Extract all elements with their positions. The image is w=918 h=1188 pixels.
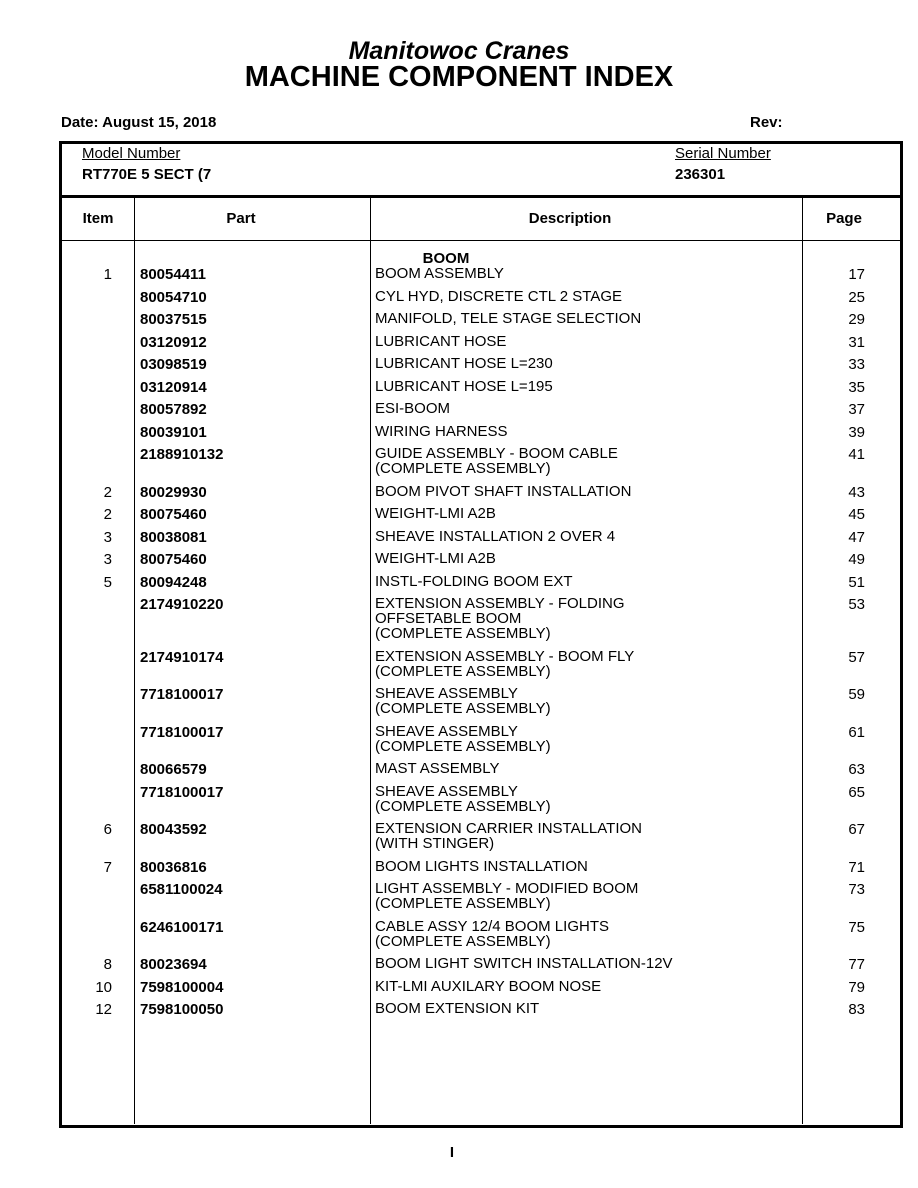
table-row [62, 506, 900, 526]
column-header-description: Description [528, 210, 612, 227]
table-row [62, 424, 900, 444]
row-description-line: SHEAVE ASSEMBLY [375, 722, 518, 740]
row-part-number: 7718100017 [140, 686, 224, 703]
row-description-line: CYL HYD, DISCRETE CTL 2 STAGE [375, 287, 622, 305]
row-item-number: 2 [103, 483, 112, 501]
row-description-line: EXTENSION CARRIER INSTALLATION [375, 820, 642, 837]
row-description [375, 881, 795, 911]
row-description-line: LIGHT ASSEMBLY - MODIFIED BOOM [375, 880, 639, 897]
table-row [62, 311, 900, 331]
row-description [375, 761, 795, 776]
table-row [62, 859, 900, 879]
row-description-line: SHEAVE ASSEMBLY [375, 782, 518, 800]
row-part-number: 80039101 [140, 423, 207, 441]
row-part-number: 7718100017 [140, 783, 224, 801]
table-row [62, 266, 900, 286]
row-item-number: 2 [103, 506, 112, 523]
row-description [375, 859, 795, 874]
row-description-line: INSTL-FOLDING BOOM EXT [375, 572, 573, 590]
row-item-number: 3 [103, 528, 112, 546]
row-description [375, 821, 795, 851]
row-page-number: 49 [848, 551, 865, 568]
row-page-number: 41 [848, 446, 865, 463]
row-description [375, 919, 795, 949]
serial-number-value: 236301 [675, 166, 726, 183]
row-page-number: 31 [848, 333, 865, 351]
table-row [62, 445, 900, 477]
table-row [62, 685, 900, 717]
row-page-number: 71 [848, 858, 865, 876]
row-description-line: (COMPLETE ASSEMBLY) [375, 662, 551, 680]
table-row [62, 334, 900, 354]
row-description [375, 379, 795, 394]
row-description [375, 724, 795, 754]
row-description [375, 401, 795, 416]
row-part-number: 80038081 [140, 528, 207, 546]
table-row [62, 979, 900, 999]
row-description-line: LUBRICANT HOSE L=195 [375, 377, 553, 395]
serial-number-label: Serial Number [675, 145, 771, 162]
row-item-number: 12 [95, 1001, 112, 1018]
row-description-line: (COMPLETE ASSEMBLY) [375, 895, 551, 912]
row-part-number: 7718100017 [140, 723, 224, 741]
row-page-number: 43 [848, 483, 865, 501]
row-description-line: WEIGHT-LMI A2B [375, 550, 496, 567]
row-page-number: 35 [848, 378, 865, 396]
table-row [62, 379, 900, 399]
row-description [375, 484, 795, 499]
row-description-line: ESI-BOOM [375, 400, 451, 417]
row-item-number: 1 [103, 266, 112, 283]
row-page-number: 17 [848, 266, 865, 283]
row-part-number: 80075460 [140, 506, 207, 523]
row-description-line: MAST ASSEMBLY [375, 760, 500, 777]
row-page-number: 65 [848, 783, 865, 801]
row-description-line: BOOM PIVOT SHAFT INSTALLATION [375, 482, 632, 500]
row-description [375, 1001, 795, 1016]
row-part-number: 7598100050 [140, 1001, 224, 1018]
row-part-number: 03120914 [140, 378, 207, 396]
row-description [375, 529, 795, 544]
row-description-line: EXTENSION ASSEMBLY - FOLDING [375, 595, 625, 612]
row-description [375, 311, 795, 326]
row-page-number: 77 [848, 956, 865, 973]
row-description-line: LUBRICANT HOSE [375, 332, 507, 350]
row-description [375, 446, 795, 476]
company-name: Manitowoc Cranes [348, 37, 570, 65]
row-part-number: 80054411 [140, 266, 206, 283]
row-description [375, 506, 795, 521]
row-part-number: 2188910132 [140, 446, 224, 463]
row-description-line: MANIFOLD, TELE STAGE SELECTION [375, 310, 642, 327]
row-page-number: 47 [848, 528, 865, 546]
row-description-line: KIT-LMI AUXILARY BOOM NOSE [375, 977, 602, 995]
row-page-number: 63 [848, 761, 865, 778]
header-divider [59, 195, 903, 198]
row-description-line: (COMPLETE ASSEMBLY) [375, 700, 551, 717]
row-part-number: 6246100171 [140, 918, 224, 936]
table-row [62, 529, 900, 549]
table-row [62, 820, 900, 852]
table-row [62, 1001, 900, 1021]
row-part-number: 80094248 [140, 573, 207, 591]
document-date: Date: August 15, 2018 [61, 114, 217, 131]
table-row [62, 761, 900, 781]
row-description [375, 649, 795, 679]
row-page-number: 33 [848, 356, 865, 373]
column-header-divider [62, 240, 900, 241]
row-description-line: WEIGHT-LMI A2B [375, 505, 496, 522]
row-part-number: 80075460 [140, 551, 207, 568]
row-page-number: 45 [848, 506, 865, 523]
row-description-line: EXTENSION ASSEMBLY - BOOM FLY [375, 647, 635, 665]
table-row [62, 880, 900, 912]
revision-label: Rev: [750, 114, 783, 131]
model-number-value: RT770E 5 SECT (7 [82, 166, 212, 183]
table-row [62, 722, 900, 755]
row-description [375, 424, 795, 439]
document-title: MACHINE COMPONENT INDEX [244, 61, 674, 93]
row-item-number: 7 [103, 858, 112, 876]
row-part-number: 80029930 [140, 483, 207, 501]
row-page-number: 61 [848, 723, 865, 741]
row-part-number: 03120912 [140, 333, 207, 351]
row-description-line: GUIDE ASSEMBLY - BOOM CABLE [375, 445, 618, 462]
row-description [375, 596, 795, 641]
row-description-line: SHEAVE INSTALLATION 2 OVER 4 [375, 527, 616, 545]
row-part-number: 2174910220 [140, 596, 224, 613]
row-item-number: 10 [95, 978, 112, 996]
row-part-number: 80054710 [140, 288, 207, 306]
row-page-number: 37 [848, 401, 865, 418]
table-row [62, 551, 900, 571]
row-description-line: BOOM LIGHT SWITCH INSTALLATION-12V [375, 955, 673, 972]
row-part-number: 03098519 [140, 356, 207, 373]
row-description-line: OFFSETABLE BOOM [375, 610, 522, 627]
table-row [62, 289, 900, 309]
row-part-number: 80037515 [140, 311, 207, 328]
row-item-number: 5 [103, 573, 112, 591]
page-number: I [449, 1144, 455, 1161]
row-page-number: 75 [848, 918, 865, 936]
row-page-number: 57 [848, 648, 865, 666]
row-part-number: 80057892 [140, 401, 207, 418]
row-description-line: (COMPLETE ASSEMBLY) [375, 932, 551, 950]
row-page-number: 67 [848, 821, 865, 838]
row-page-number: 79 [848, 978, 865, 996]
table-row [62, 484, 900, 504]
row-part-number: 80066579 [140, 761, 207, 778]
row-page-number: 25 [848, 288, 865, 306]
row-description [375, 956, 795, 971]
row-description-line: (COMPLETE ASSEMBLY) [375, 625, 551, 642]
row-description-line: (COMPLETE ASSEMBLY) [375, 797, 551, 815]
row-page-number: 53 [848, 596, 865, 613]
row-description-line: (COMPLETE ASSEMBLY) [375, 460, 551, 477]
row-description [375, 266, 795, 281]
row-description [375, 356, 795, 371]
row-description [375, 784, 795, 814]
row-description-line: CABLE ASSY 12/4 BOOM LIGHTS [375, 917, 609, 935]
row-page-number: 29 [848, 311, 865, 328]
row-description-line: BOOM EXTENSION KIT [375, 1000, 540, 1017]
row-part-number: 2174910174 [140, 648, 224, 666]
row-item-number: 6 [103, 821, 112, 838]
column-header-part: Part [226, 210, 256, 227]
row-page-number: 59 [848, 686, 865, 703]
column-header-page: Page [826, 210, 862, 227]
row-page-number: 39 [848, 423, 865, 441]
table-row [62, 917, 900, 950]
row-page-number: 51 [848, 573, 865, 591]
table-row [62, 401, 900, 421]
row-item-number: 8 [103, 956, 112, 973]
table-row [62, 647, 900, 680]
row-part-number: 80023694 [140, 956, 207, 973]
table-row [62, 574, 900, 594]
row-description [375, 574, 795, 589]
row-description-line: WIRING HARNESS [375, 422, 508, 440]
row-page-number: 83 [848, 1001, 865, 1018]
column-header-item: Item [82, 210, 114, 227]
table-row [62, 595, 900, 642]
row-description [375, 979, 795, 994]
row-description [375, 551, 795, 566]
row-part-number: 6581100024 [140, 881, 223, 898]
row-description [375, 686, 795, 716]
row-description-line: SHEAVE ASSEMBLY [375, 685, 518, 702]
model-number-label: Model Number [82, 145, 181, 162]
row-description-line: BOOM LIGHTS INSTALLATION [375, 857, 588, 875]
row-description-line: (COMPLETE ASSEMBLY) [375, 737, 551, 755]
row-item-number: 3 [103, 551, 112, 568]
table-row [62, 782, 900, 815]
row-description-line: BOOM ASSEMBLY [375, 265, 504, 282]
table-row [62, 956, 900, 976]
row-description-line: LUBRICANT HOSE L=230 [375, 355, 553, 372]
row-part-number: 80043592 [140, 821, 207, 838]
row-description-line: (WITH STINGER) [375, 835, 495, 852]
row-description [375, 289, 795, 304]
row-description [375, 334, 795, 349]
section-title: BOOM [422, 250, 470, 267]
row-part-number: 80036816 [140, 858, 207, 876]
row-part-number: 7598100004 [140, 978, 224, 996]
row-page-number: 73 [848, 881, 865, 898]
table-row [62, 356, 900, 376]
